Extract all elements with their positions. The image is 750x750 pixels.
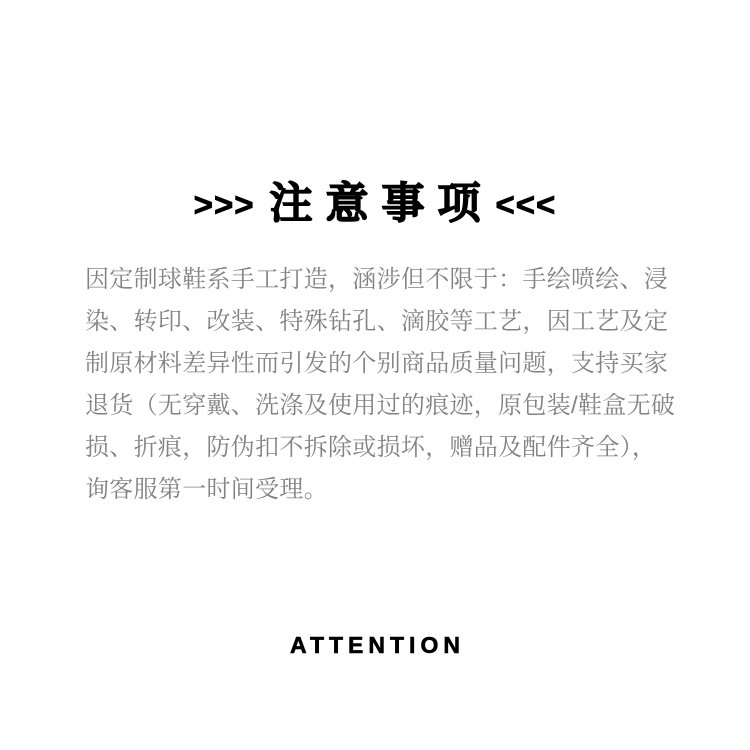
notice-paragraph: [85, 259, 676, 511]
notice-line: 染、转印、改装、特殊钻孔、滴胶等工艺，因工艺及定: [85, 308, 669, 335]
triple-chevron-left-icon: <<<: [495, 185, 557, 223]
notice-line: 损、折痕，防伪扣不拆除或损坏，赠品及配件齐全），: [85, 434, 657, 461]
notice-line: 制原材料差异性而引发的个别商品质量问题，支持买家: [85, 350, 669, 377]
title-row: [0, 181, 750, 227]
attention-label: ATTENTION: [290, 632, 465, 658]
triple-chevron-right-icon: >>>: [193, 185, 255, 223]
page-title: 注意事项: [269, 180, 494, 228]
notice-line: 因定制球鞋系手工打造，涵涉但不限于：手绘喷绘、浸: [85, 266, 669, 293]
notice-line: 询客服第一时间受理。: [85, 476, 328, 503]
notice-line: 退货（无穿戴、洗涤及使用过的痕迹，原包装/鞋盒无破: [85, 392, 676, 419]
